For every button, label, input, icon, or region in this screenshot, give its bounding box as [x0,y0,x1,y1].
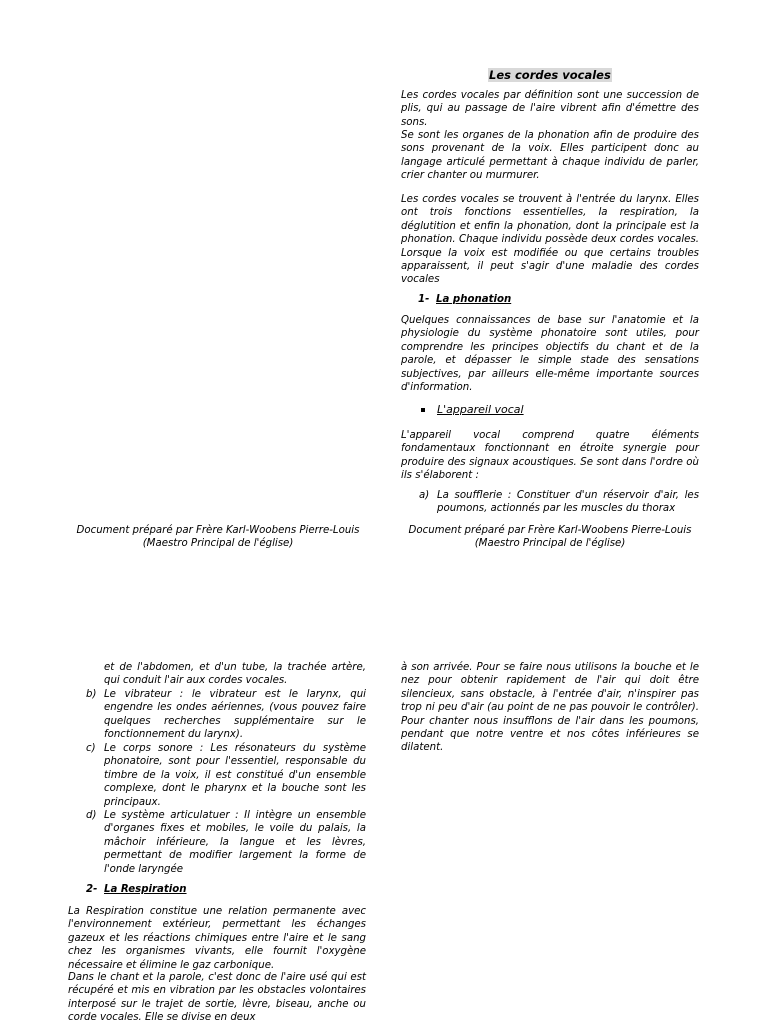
section-number: 2- [86,884,98,895]
respiration-paragraph-1: La Respiration constitue une relation permanente avec l'environnement extérieur, permettant les échanges gazeux et les réactions chimiques entre l'aire et le sang chez les organismes vivants, elle fournit l'oxygène nécessaire et élimine le gaz carbonique. [68,906,366,971]
bullet-icon [421,408,425,412]
bullet-label: L'appareil vocal [437,403,524,416]
list-item-text: Le corps sonore : Les résonateurs du système phonatoire, sont pour l'essentiel, responsable du timbre de la voix, il est constitué d'un ensemble complexe, dont le pharynx et la bouche sont les principaux. [104,743,366,808]
respiration-paragraph-2: Dans le chant et la parole, c'est donc de l'aire usé qui est récupéré et mis en vibration par les obstacles volontaires interposé sur le trajet de sortie, lèvre, biseau, anche ou corde vocales. Elle se divise en deux [68,972,366,1024]
footer-left [68,524,368,551]
footer-role: (Maestro Principal de l'église) [142,538,294,550]
list-marker: d) [86,810,97,821]
intro-paragraph-1: Les cordes vocales par définition sont une succession de plis, qui au passage de l'aire vibrent afin d'émettre des sons. [401,90,699,128]
list-item-text: La soufflerie : Constituer d'un réservoir d'air, les poumons, actionnés par les muscles du thorax [437,490,699,515]
intro-paragraph-2: Se sont les organes de la phonation afin de produire des sons provenant de la voix. Elles participent donc au langage articulé permettant à chaque individu de parler, crier chanter ou murmurer. [401,130,699,182]
list-item-a [419,489,699,516]
section-heading-phonation [418,293,511,306]
section-title: La Respiration [104,884,187,895]
list-item-d [86,809,366,876]
list-marker: c) [86,743,96,754]
footer-author: Document préparé par Frère Karl-Woobens Pierre-Louis [76,525,360,536]
list-marker: b) [86,689,97,700]
footer-right [400,524,700,551]
footer-role: (Maestro Principal de l'église) [474,538,626,550]
page-title: Les cordes vocales [489,68,611,82]
intro-paragraph-3: Les cordes vocales se trouvent à l'entrée du larynx. Elles ont trois fonctions essentielles, la respiration, la déglutition et enfin la phonation, dont la principale est la phonation. Chaque individu possède deux cordes vocales. Lorsque la voix est modifiée ou que certains troubles apparaissent, il peut s'agir d'une maladie des cordes vocales [401,194,699,286]
list-marker: a) [419,490,430,501]
bullet-appareil-vocal [421,403,671,417]
section-heading-respiration [86,883,187,896]
list-item-c [86,742,366,809]
footer-author: Document préparé par Frère Karl-Woobens Pierre-Louis [408,525,692,536]
appareil-paragraph: L'appareil vocal comprend quatre éléments fondamentaux fonctionnant en étroite synergie pour produire des signaux acoustiques. Se sont dans l'ordre où ils s'élaborent : [401,430,699,482]
phonation-paragraph: Quelques connaissances de base sur l'anatomie et la physiologie du système phonatoire sont utiles, pour comprendre les principes objectifs du chant et de la parole, et dépasser le simple stade des sensations subjectives, par ailleurs elle-même importante sources d'information. [401,315,699,394]
section-number: 1- [418,294,430,305]
section-title: La phonation [436,294,512,305]
list-item-text: Le vibrateur : le vibrateur est le larynx, qui engendre les ondes aériennes, (vous pouvez faire quelques recherches supplémentaire sur le fonctionnement du larynx). [104,689,366,741]
list-item-text: Le système articulatuer : Il intègre un ensemble d'organes fixes et mobiles, le voile du palais, la mâchoir inférieure, la langue et les lèvres, permettant de modifier largement la forme de l'onde laryngée [104,810,366,875]
list-item-a-continued: et de l'abdomen, et d'un tube, la trachée artère, qui conduit l'air aux cordes vocales. [104,662,366,687]
list-item-b [86,688,366,742]
respiration-paragraph-3: à son arrivée. Pour se faire nous utilisons la bouche et le nez pour obtenir rapidement de l'air qui doit être silencieux, sans obstacle, à l'entrée d'air, n'inspirer pas trop ni peu d'air (au point de ne pas pouvoir le contrôler). Pour chanter nous insufflons de l'air dans les poumons, pendant que notre ventre et nos côtes inférieures se dilatent. [401,662,699,754]
